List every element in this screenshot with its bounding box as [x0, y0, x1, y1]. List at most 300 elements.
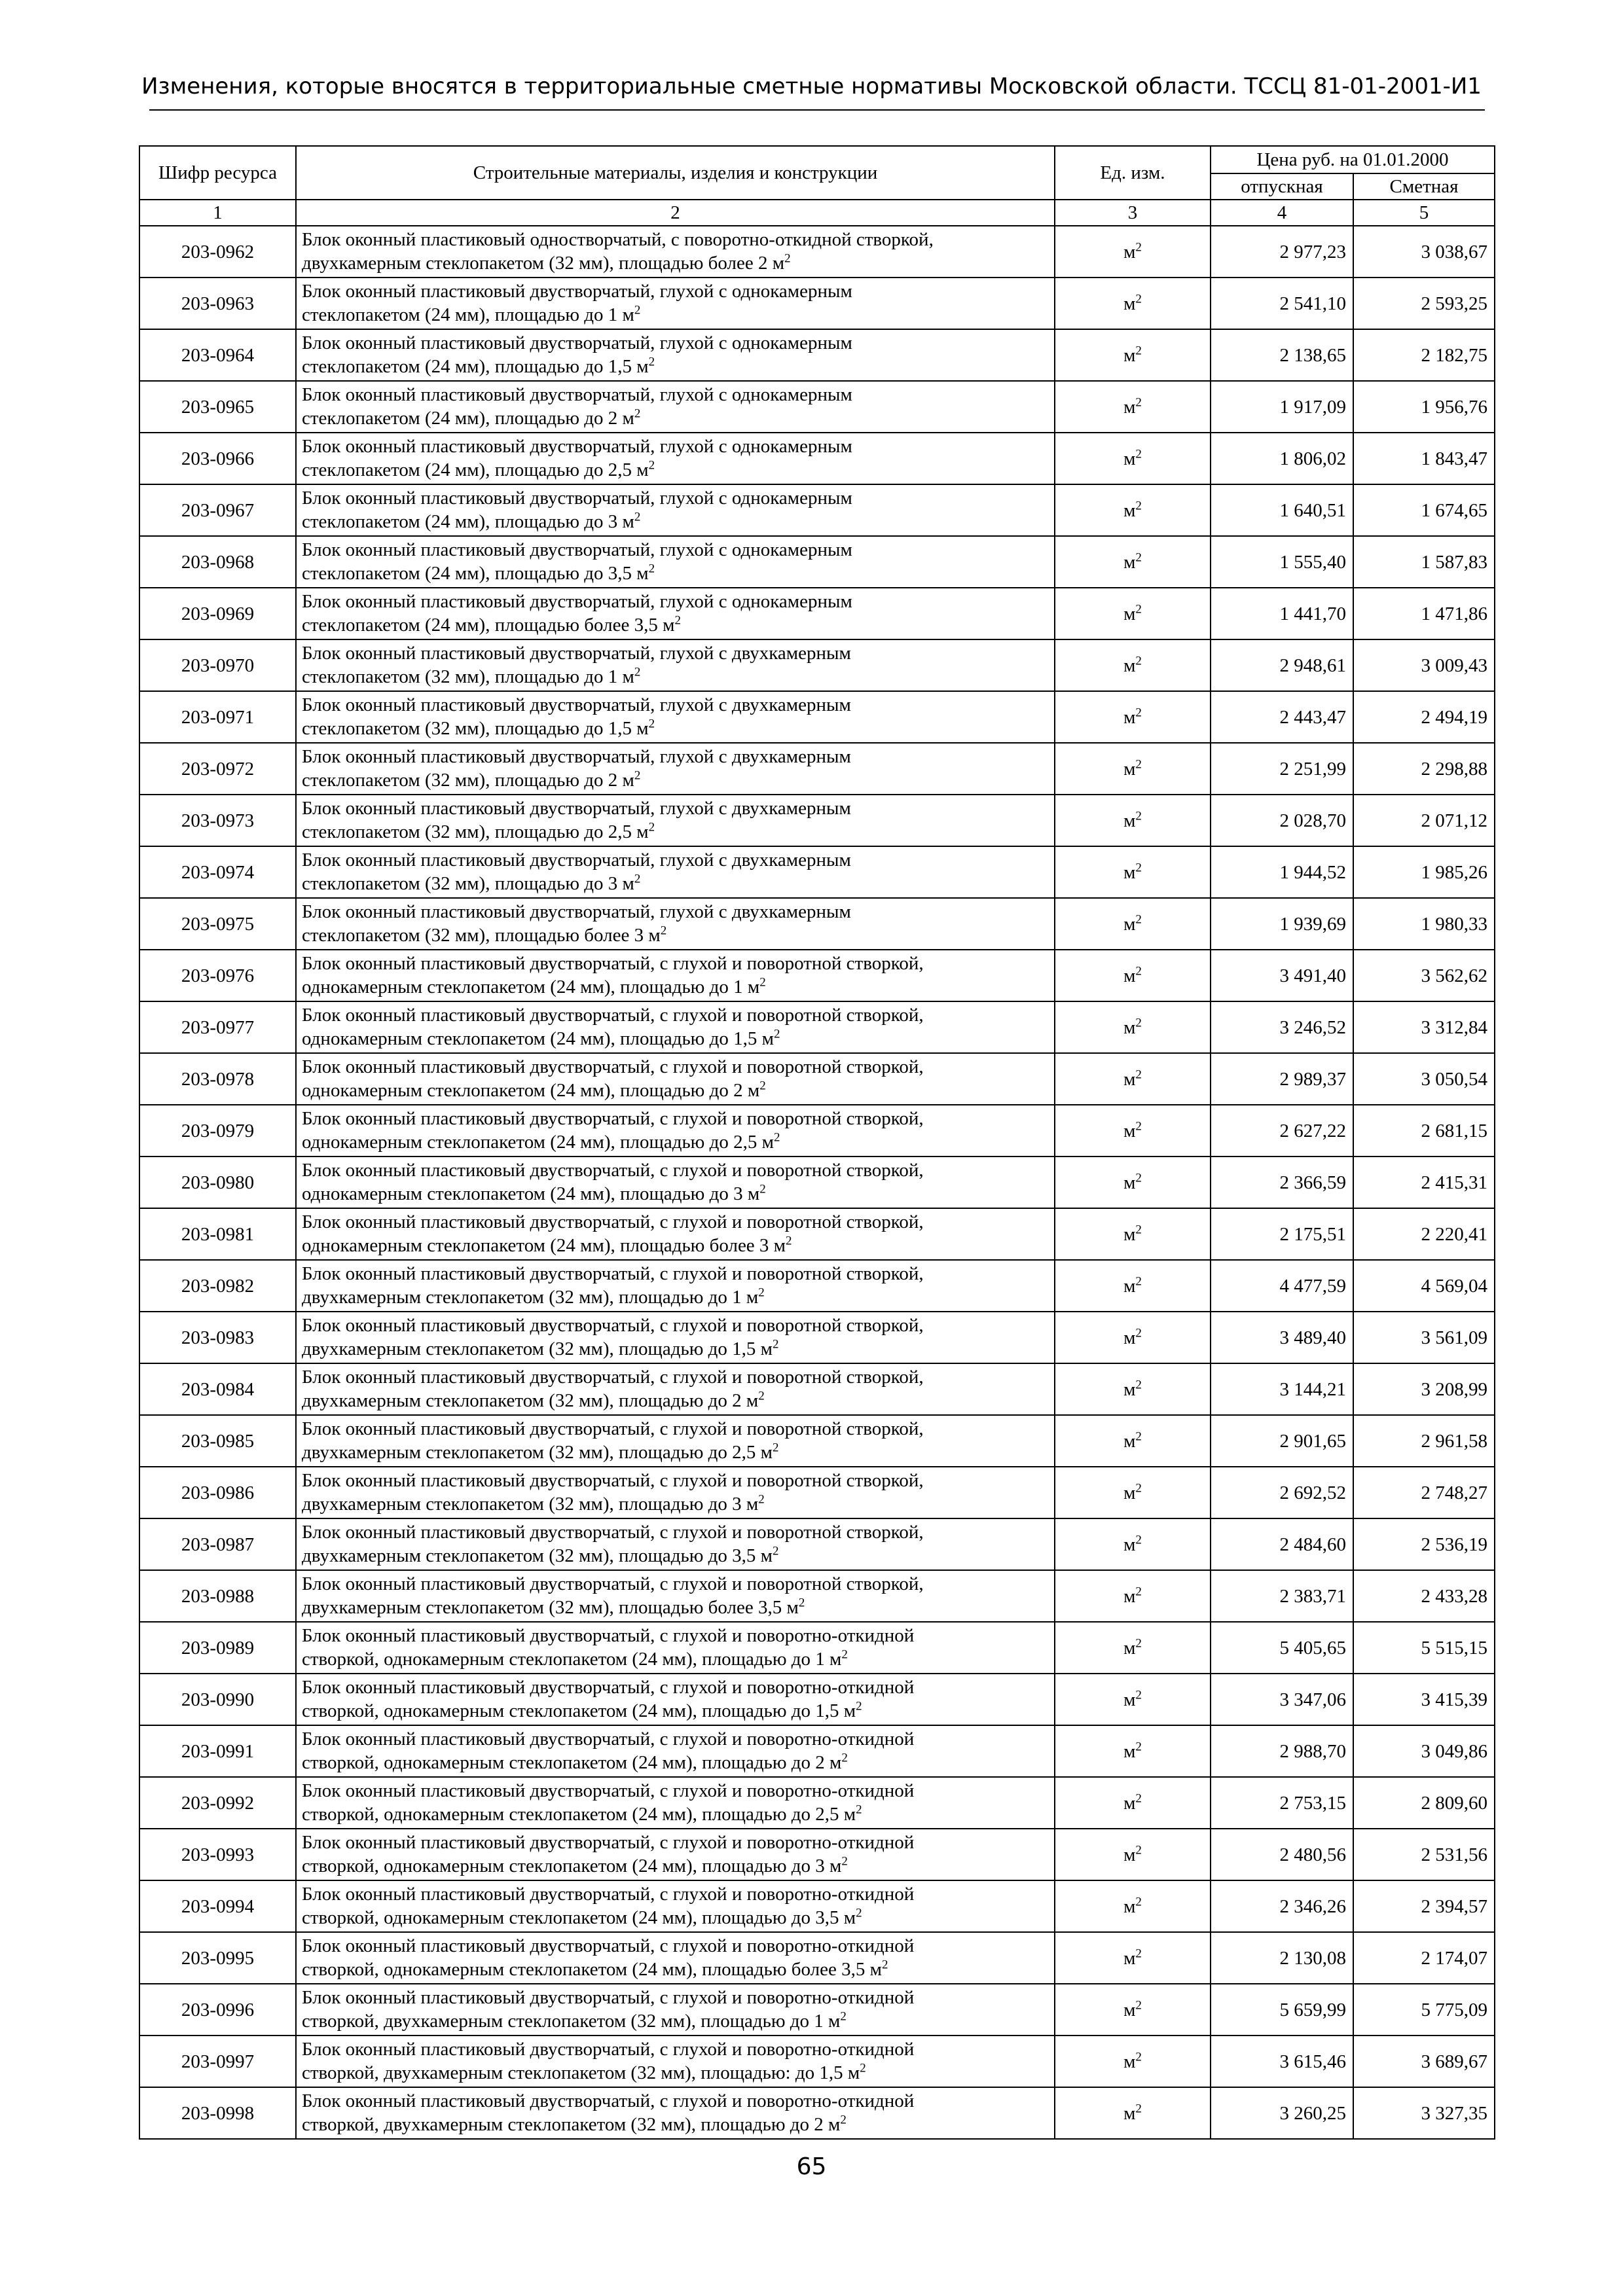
material-name-line2: створкой, однокамерным стеклопакетом (24 мм), площадью до 3,5 м [302, 1907, 856, 1928]
material-name [296, 226, 1055, 278]
table-row [139, 1001, 1495, 1053]
table-row [139, 639, 1495, 691]
material-name-line1: Блок оконный пластиковый двустворчатый, глухой с двухкамерным [302, 694, 851, 715]
material-name-line2: двухкамерным стеклопакетом (32 мм), площадью более 3,5 м [302, 1597, 799, 1618]
col-header-name: Строительные материалы, изделия и конструкции [296, 146, 1055, 200]
area-unit-superscript: 2 [758, 1389, 765, 1403]
resource-code: 203-0965 [139, 381, 296, 433]
material-name [296, 898, 1055, 950]
resource-code: 203-0983 [139, 1312, 296, 1363]
unit-label: м [1123, 1534, 1136, 1555]
unit-cell [1055, 1415, 1211, 1467]
table-row [139, 1932, 1495, 1984]
resource-code: 203-0986 [139, 1467, 296, 1518]
release-price: 2 901,65 [1211, 1415, 1353, 1467]
unit-superscript: 2 [1135, 1532, 1142, 1547]
material-name-line1: Блок оконный пластиковый двустворчатый, глухой с однокамерным [302, 539, 852, 560]
unit-label: м [1123, 1844, 1136, 1865]
material-name [296, 1622, 1055, 1674]
estimate-price: 2 182,75 [1353, 329, 1495, 381]
unit-superscript: 2 [1135, 1636, 1142, 1650]
unit-cell [1055, 381, 1211, 433]
unit-label: м [1123, 913, 1136, 935]
unit-superscript: 2 [1135, 705, 1142, 719]
unit-superscript: 2 [1135, 1584, 1142, 1598]
resource-code: 203-0963 [139, 278, 296, 329]
unit-superscript: 2 [1135, 1946, 1142, 1960]
unit-label: м [1123, 293, 1136, 314]
release-price: 2 977,23 [1211, 226, 1353, 278]
estimate-price: 3 050,54 [1353, 1053, 1495, 1105]
unit-superscript: 2 [1135, 1067, 1142, 1081]
material-name-line2: створкой, однокамерным стеклопакетом (24 мм), площадью до 1,5 м [302, 1700, 856, 1721]
resource-code: 203-0985 [139, 1415, 296, 1467]
material-name-line2: стеклопакетом (32 мм), площадью до 1 м [302, 666, 634, 687]
release-price: 3 347,06 [1211, 1674, 1353, 1725]
unit-label: м [1123, 1947, 1136, 1969]
release-price: 1 640,51 [1211, 484, 1353, 536]
resource-code: 203-0993 [139, 1829, 296, 1880]
material-name [296, 433, 1055, 484]
area-unit-superscript: 2 [772, 1441, 779, 1455]
unit-superscript: 2 [1135, 1739, 1142, 1753]
unit-label: м [1123, 1120, 1136, 1141]
table-row [139, 1053, 1495, 1105]
release-price: 3 144,21 [1211, 1363, 1353, 1415]
unit-label: м [1123, 1895, 1136, 1917]
material-name [296, 1157, 1055, 1208]
unit-label: м [1123, 1172, 1136, 1193]
material-name [296, 1932, 1055, 1984]
material-name-line2: створкой, двухкамерным стеклопакетом (32 мм), площадью: до 1,5 м [302, 2062, 860, 2083]
unit-superscript: 2 [1135, 757, 1142, 771]
material-name-line1: Блок оконный пластиковый двустворчатый, глухой с однокамерным [302, 384, 852, 405]
table-row [139, 1312, 1495, 1363]
unit-cell [1055, 278, 1211, 329]
material-name [296, 1208, 1055, 1260]
table-row [139, 1622, 1495, 1674]
area-unit-superscript: 2 [634, 303, 641, 317]
unit-superscript: 2 [1135, 1429, 1142, 1443]
material-name-line1: Блок оконный пластиковый двустворчатый, глухой с двухкамерным [302, 643, 851, 664]
header-underline [149, 109, 1485, 111]
unit-label: м [1123, 1275, 1136, 1297]
table-row [139, 1829, 1495, 1880]
unit-superscript: 2 [1135, 550, 1142, 564]
material-name-line1: Блок оконный пластиковый двустворчатый, глухой с однокамерным [302, 332, 852, 353]
unit-cell [1055, 898, 1211, 950]
table-row [139, 1208, 1495, 1260]
unit-label: м [1123, 1637, 1136, 1659]
unit-cell [1055, 329, 1211, 381]
material-name-line2: створкой, однокамерным стеклопакетом (24 мм), площадью более 3,5 м [302, 1959, 882, 1980]
area-unit-superscript: 2 [840, 2113, 847, 2127]
area-unit-superscript: 2 [840, 2009, 847, 2024]
material-name-line1: Блок оконный пластиковый двустворчатый, с глухой и поворотно-откидной [302, 1729, 915, 1749]
release-price: 1 917,09 [1211, 381, 1353, 433]
material-name [296, 2087, 1055, 2139]
unit-cell [1055, 743, 1211, 795]
material-name [296, 1674, 1055, 1725]
area-unit-superscript: 2 [634, 768, 641, 783]
material-name-line2: створкой, однокамерным стеклопакетом (24 мм), площадью до 3 м [302, 1856, 842, 1876]
resource-code: 203-0992 [139, 1777, 296, 1829]
material-name-line2: стеклопакетом (32 мм), площадью до 3 м [302, 873, 634, 894]
estimate-price: 2 494,19 [1353, 691, 1495, 743]
material-name [296, 1880, 1055, 1932]
unit-superscript: 2 [1135, 1842, 1142, 1857]
area-unit-superscript: 2 [784, 251, 791, 266]
material-name [296, 2036, 1055, 2087]
table-row [139, 278, 1495, 329]
area-unit-superscript: 2 [634, 406, 641, 421]
material-name-line1: Блок оконный пластиковый одностворчатый, с поворотно-откидной створкой, [302, 229, 934, 250]
material-name-line1: Блок оконный пластиковый двустворчатый, с глухой и поворотно-откидной [302, 1935, 915, 1956]
unit-superscript: 2 [1135, 291, 1142, 306]
material-name [296, 691, 1055, 743]
unit-superscript: 2 [1135, 1274, 1142, 1288]
resource-code: 203-0967 [139, 484, 296, 536]
estimate-price: 2 593,25 [1353, 278, 1495, 329]
estimate-price: 2 071,12 [1353, 795, 1495, 846]
unit-label: м [1123, 861, 1136, 883]
resource-code: 203-0975 [139, 898, 296, 950]
price-table [139, 145, 1495, 2140]
material-name-line2: стеклопакетом (24 мм), площадью до 2,5 м [302, 459, 649, 480]
unit-cell [1055, 1312, 1211, 1363]
area-unit-superscript: 2 [648, 458, 655, 473]
material-name-line1: Блок оконный пластиковый двустворчатый, глухой с однокамерным [302, 591, 852, 612]
resource-code: 203-0966 [139, 433, 296, 484]
material-name-line2: однокамерным стеклопакетом (24 мм), площадью более 3 м [302, 1235, 786, 1256]
release-price: 2 138,65 [1211, 329, 1353, 381]
unit-superscript: 2 [1135, 1791, 1142, 1805]
unit-superscript: 2 [1135, 395, 1142, 409]
unit-label: м [1123, 344, 1136, 366]
unit-label: м [1123, 1585, 1136, 1607]
material-name [296, 1363, 1055, 1415]
estimate-price: 1 674,65 [1353, 484, 1495, 536]
unit-cell [1055, 1208, 1211, 1260]
resource-code: 203-0973 [139, 795, 296, 846]
material-name-line1: Блок оконный пластиковый двустворчатый, глухой с двухкамерным [302, 901, 851, 922]
unit-cell [1055, 2087, 1211, 2139]
material-name-line1: Блок оконный пластиковый двустворчатый, с глухой и поворотно-откидной [302, 1987, 915, 2008]
table-row [139, 1467, 1495, 1518]
material-name-line2: однокамерным стеклопакетом (24 мм), площадью до 2 м [302, 1080, 760, 1101]
table-row [139, 329, 1495, 381]
material-name-line2: однокамерным стеклопакетом (24 мм), площадью до 3 м [302, 1183, 760, 1204]
table-row [139, 846, 1495, 898]
material-name-line2: стеклопакетом (24 мм), площадью до 1 м [302, 304, 634, 325]
area-unit-superscript: 2 [856, 1906, 862, 1920]
resource-code: 203-0989 [139, 1622, 296, 1674]
material-name [296, 329, 1055, 381]
material-name-line1: Блок оконный пластиковый двустворчатый, глухой с двухкамерным [302, 850, 851, 870]
material-name-line2: двухкамерным стеклопакетом (32 мм), площадью до 1,5 м [302, 1338, 773, 1359]
area-unit-superscript: 2 [634, 510, 641, 524]
unit-superscript: 2 [1135, 1894, 1142, 1909]
resource-code: 203-0984 [139, 1363, 296, 1415]
resource-code: 203-0968 [139, 536, 296, 588]
estimate-price: 3 312,84 [1353, 1001, 1495, 1053]
unit-label: м [1123, 758, 1136, 780]
resource-code: 203-0997 [139, 2036, 296, 2087]
release-price: 2 948,61 [1211, 639, 1353, 691]
material-name-line1: Блок оконный пластиковый двустворчатый, глухой с двухкамерным [302, 798, 851, 819]
material-name-line2: однокамерным стеклопакетом (24 мм), площадью до 1 м [302, 977, 760, 997]
unit-superscript: 2 [1135, 2049, 1142, 2064]
material-name-line2: двухкамерным стеклопакетом (32 мм), площадью до 2 м [302, 1390, 759, 1411]
estimate-price: 3 009,43 [1353, 639, 1495, 691]
area-unit-superscript: 2 [759, 975, 766, 990]
unit-cell [1055, 1105, 1211, 1157]
unit-cell [1055, 1984, 1211, 2036]
unit-label: м [1123, 551, 1136, 573]
unit-superscript: 2 [1135, 1998, 1142, 2012]
material-name [296, 950, 1055, 1001]
material-name-line1: Блок оконный пластиковый двустворчатый, глухой с однокамерным [302, 436, 852, 457]
unit-label: м [1123, 396, 1136, 418]
resource-code: 203-0977 [139, 1001, 296, 1053]
unit-label: м [1123, 706, 1136, 728]
release-price: 5 405,65 [1211, 1622, 1353, 1674]
unit-cell [1055, 1725, 1211, 1777]
unit-label: м [1123, 1482, 1136, 1503]
estimate-price: 2 433,28 [1353, 1570, 1495, 1622]
resource-code: 203-0982 [139, 1260, 296, 1312]
table-row [139, 1105, 1495, 1157]
estimate-price: 1 471,86 [1353, 588, 1495, 639]
unit-cell [1055, 1363, 1211, 1415]
unit-cell [1055, 1570, 1211, 1622]
area-unit-superscript: 2 [798, 1596, 805, 1610]
material-name-line2: двухкамерным стеклопакетом (32 мм), площадью до 3 м [302, 1494, 759, 1515]
unit-label: м [1123, 1378, 1136, 1400]
unit-label: м [1123, 448, 1136, 469]
unit-cell [1055, 1932, 1211, 1984]
material-name-line1: Блок оконный пластиковый двустворчатый, с глухой и поворотной створкой, [302, 953, 924, 974]
page-number: 65 [796, 2153, 827, 2180]
estimate-price: 3 049,86 [1353, 1725, 1495, 1777]
unit-cell [1055, 484, 1211, 536]
estimate-price: 3 038,67 [1353, 226, 1495, 278]
material-name [296, 1518, 1055, 1570]
estimate-price: 3 208,99 [1353, 1363, 1495, 1415]
unit-cell [1055, 1518, 1211, 1570]
material-name [296, 1260, 1055, 1312]
material-name [296, 1777, 1055, 1829]
material-name [296, 278, 1055, 329]
material-name-line2: стеклопакетом (24 мм), площадью более 3,5 м [302, 615, 675, 636]
resource-code: 203-0990 [139, 1674, 296, 1725]
table-header [139, 146, 1495, 226]
release-price: 2 480,56 [1211, 1829, 1353, 1880]
table-row [139, 795, 1495, 846]
estimate-price: 2 681,15 [1353, 1105, 1495, 1157]
resource-code: 203-0969 [139, 588, 296, 639]
col-number-1: 1 [139, 200, 296, 226]
area-unit-superscript: 2 [759, 1079, 766, 1093]
table-row [139, 226, 1495, 278]
estimate-price: 2 531,56 [1353, 1829, 1495, 1880]
table-row [139, 1674, 1495, 1725]
table-body [139, 226, 1495, 2139]
unit-label: м [1123, 1740, 1136, 1762]
unit-superscript: 2 [1135, 963, 1142, 978]
unit-cell [1055, 1467, 1211, 1518]
area-unit-superscript: 2 [758, 1285, 765, 1300]
col-number-2: 2 [296, 200, 1055, 226]
estimate-price: 2 415,31 [1353, 1157, 1495, 1208]
material-name-line1: Блок оконный пластиковый двустворчатый, с глухой и поворотно-откидной [302, 2090, 915, 2111]
table-row [139, 1880, 1495, 1932]
material-name-line1: Блок оконный пластиковый двустворчатый, с глухой и поворотно-откидной [302, 1625, 915, 1646]
estimate-price: 2 536,19 [1353, 1518, 1495, 1570]
col-header-estimate-price: Сметная [1353, 173, 1495, 200]
table-row [139, 484, 1495, 536]
material-name [296, 846, 1055, 898]
unit-cell [1055, 2036, 1211, 2087]
col-number-5: 5 [1353, 200, 1495, 226]
estimate-price: 4 569,04 [1353, 1260, 1495, 1312]
estimate-price: 5 515,15 [1353, 1622, 1495, 1674]
material-name-line1: Блок оконный пластиковый двустворчатый, с глухой и поворотно-откидной [302, 1884, 915, 1905]
unit-label: м [1123, 2102, 1136, 2124]
release-price: 2 692,52 [1211, 1467, 1353, 1518]
material-name-line2: однокамерным стеклопакетом (24 мм), площадью до 1,5 м [302, 1028, 774, 1049]
estimate-price: 2 394,57 [1353, 1880, 1495, 1932]
unit-cell [1055, 433, 1211, 484]
release-price: 2 028,70 [1211, 795, 1353, 846]
area-unit-superscript: 2 [772, 1544, 779, 1558]
unit-cell [1055, 1777, 1211, 1829]
unit-label: м [1123, 1016, 1136, 1038]
resource-code: 203-0964 [139, 329, 296, 381]
table-row [139, 2036, 1495, 2087]
material-name [296, 484, 1055, 536]
unit-cell [1055, 1829, 1211, 1880]
release-price: 2 175,51 [1211, 1208, 1353, 1260]
material-name-line1: Блок оконный пластиковый двустворчатый, с глухой и поворотной створкой, [302, 1573, 924, 1594]
material-name-line2: стеклопакетом (24 мм), площадью до 1,5 м [302, 356, 649, 377]
table-row [139, 536, 1495, 588]
area-unit-superscript: 2 [648, 355, 655, 369]
material-name [296, 536, 1055, 588]
release-price: 2 484,60 [1211, 1518, 1353, 1570]
material-name-line2: стеклопакетом (24 мм), площадью до 3,5 м [302, 563, 649, 584]
col-header-unit: Ед. изм. [1055, 146, 1211, 200]
area-unit-superscript: 2 [634, 665, 641, 679]
unit-cell [1055, 1622, 1211, 1674]
release-price: 2 988,70 [1211, 1725, 1353, 1777]
resource-code: 203-0980 [139, 1157, 296, 1208]
table-row [139, 1518, 1495, 1570]
unit-cell [1055, 536, 1211, 588]
material-name-line2: стеклопакетом (32 мм), площадью до 2 м [302, 770, 634, 791]
material-name-line1: Блок оконный пластиковый двустворчатый, с глухой и поворотной створкой, [302, 1211, 924, 1232]
unit-superscript: 2 [1135, 1222, 1142, 1236]
estimate-price: 1 980,33 [1353, 898, 1495, 950]
material-name-line1: Блок оконный пластиковый двустворчатый, с глухой и поворотно-откидной [302, 1780, 915, 1801]
material-name [296, 1467, 1055, 1518]
unit-superscript: 2 [1135, 498, 1142, 512]
col-header-release-price: отпускная [1211, 173, 1353, 200]
table-row [139, 743, 1495, 795]
estimate-price: 3 561,09 [1353, 1312, 1495, 1363]
unit-label: м [1123, 1327, 1136, 1348]
table-row [139, 1157, 1495, 1208]
release-price: 1 806,02 [1211, 433, 1353, 484]
resource-code: 203-0998 [139, 2087, 296, 2139]
unit-superscript: 2 [1135, 1687, 1142, 1702]
material-name [296, 1001, 1055, 1053]
material-name [296, 1312, 1055, 1363]
unit-superscript: 2 [1135, 240, 1142, 254]
material-name-line2: стеклопакетом (32 мм), площадью до 1,5 м [302, 718, 649, 739]
material-name-line1: Блок оконный пластиковый двустворчатый, с глухой и поворотной створкой, [302, 1418, 924, 1439]
release-price: 2 443,47 [1211, 691, 1353, 743]
release-price: 2 130,08 [1211, 1932, 1353, 1984]
material-name-line1: Блок оконный пластиковый двустворчатый, с глухой и поворотной створкой, [302, 1005, 924, 1026]
resource-code: 203-0981 [139, 1208, 296, 1260]
table-row [139, 1570, 1495, 1622]
col-number-3: 3 [1055, 200, 1211, 226]
unit-cell [1055, 1260, 1211, 1312]
material-name-line2: створкой, однокамерным стеклопакетом (24 мм), площадью до 1 м [302, 1649, 842, 1670]
unit-superscript: 2 [1135, 860, 1142, 874]
table-row [139, 1260, 1495, 1312]
resource-code: 203-0996 [139, 1984, 296, 2036]
material-name [296, 1053, 1055, 1105]
material-name [296, 639, 1055, 691]
material-name-line2: однокамерным стеклопакетом (24 мм), площадью до 2,5 м [302, 1132, 774, 1153]
unit-label: м [1123, 1430, 1136, 1452]
unit-label: м [1123, 810, 1136, 831]
estimate-price: 2 809,60 [1353, 1777, 1495, 1829]
unit-cell [1055, 1674, 1211, 1725]
unit-superscript: 2 [1135, 912, 1142, 926]
unit-cell [1055, 1880, 1211, 1932]
area-unit-superscript: 2 [773, 1027, 780, 1041]
release-price: 2 251,99 [1211, 743, 1353, 795]
release-price: 2 627,22 [1211, 1105, 1353, 1157]
material-name-line2: стеклопакетом (32 мм), площадью более 3 м [302, 925, 661, 946]
area-unit-superscript: 2 [841, 1751, 848, 1765]
unit-cell [1055, 1053, 1211, 1105]
material-name-line2: створкой, двухкамерным стеклопакетом (32 мм), площадью до 2 м [302, 2114, 841, 2135]
material-name-line1: Блок оконный пластиковый двустворчатый, с глухой и поворотной створкой, [302, 1263, 924, 1284]
unit-superscript: 2 [1135, 446, 1142, 461]
area-unit-superscript: 2 [758, 1492, 765, 1507]
table-row [139, 381, 1495, 433]
release-price: 2 366,59 [1211, 1157, 1353, 1208]
area-unit-superscript: 2 [759, 1182, 766, 1196]
release-price: 2 753,15 [1211, 1777, 1353, 1829]
area-unit-superscript: 2 [772, 1337, 779, 1352]
unit-cell [1055, 588, 1211, 639]
unit-cell [1055, 639, 1211, 691]
area-unit-superscript: 2 [674, 613, 681, 628]
unit-cell [1055, 950, 1211, 1001]
estimate-price: 3 327,35 [1353, 2087, 1495, 2139]
estimate-price: 3 415,39 [1353, 1674, 1495, 1725]
table-row [139, 2087, 1495, 2139]
material-name [296, 588, 1055, 639]
unit-cell [1055, 846, 1211, 898]
unit-cell [1055, 226, 1211, 278]
area-unit-superscript: 2 [860, 2061, 866, 2075]
